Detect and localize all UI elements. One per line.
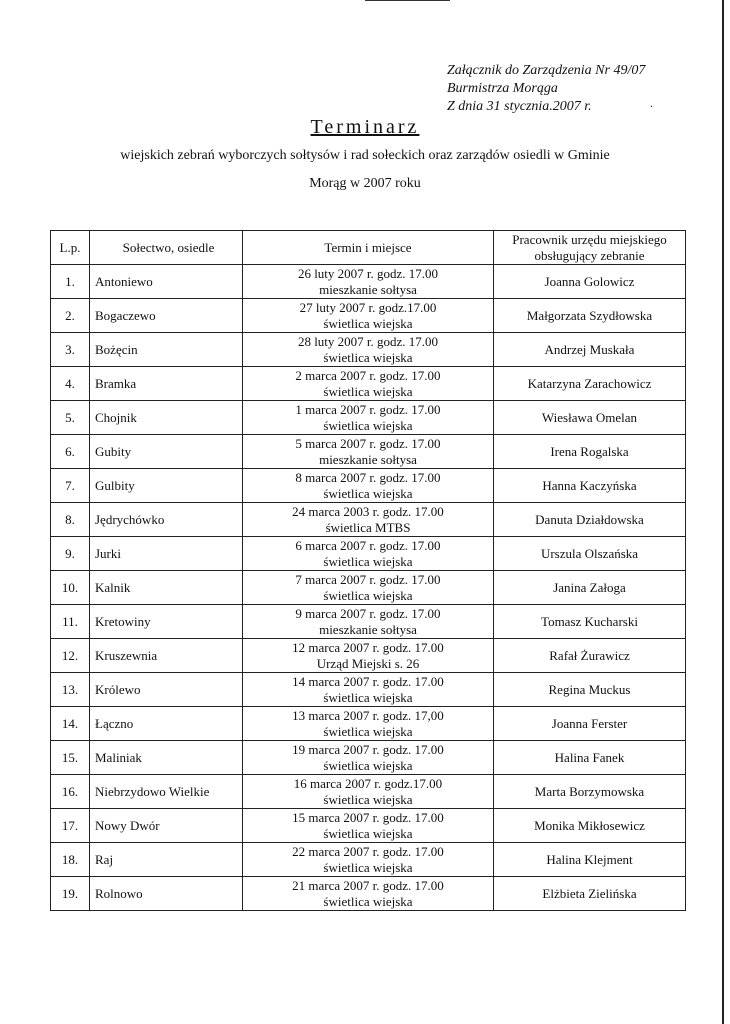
meeting-place: Urząd Miejski s. 26 (316, 656, 420, 671)
top-rule (365, 0, 450, 1)
staff-name: Monika Mikłosewicz (494, 809, 686, 843)
meeting-place: świetlica wiejska (323, 724, 413, 739)
meeting-place: świetlica wiejska (323, 792, 413, 807)
village-name: Maliniak (90, 741, 243, 775)
term-cell (243, 503, 494, 537)
meeting-place: świetlica wiejska (323, 690, 413, 705)
staff-name: Wiesława Omelan (494, 401, 686, 435)
meeting-place: świetlica wiejska (323, 316, 413, 331)
row-number: 3. (51, 333, 90, 367)
meeting-place: mieszkanie sołtysa (319, 282, 417, 297)
row-number: 9. (51, 537, 90, 571)
table-row (51, 401, 686, 435)
staff-name: Joanna Ferster (494, 707, 686, 741)
row-number: 14. (51, 707, 90, 741)
term-cell (243, 435, 494, 469)
row-number: 17. (51, 809, 90, 843)
meeting-date: 24 marca 2003 r. godz. 17.00 (292, 504, 444, 519)
row-number: 11. (51, 605, 90, 639)
meeting-date: 2 marca 2007 r. godz. 17.00 (295, 368, 441, 383)
table-row (51, 537, 686, 571)
meeting-date: 14 marca 2007 r. godz. 17.00 (292, 674, 444, 689)
staff-name: Tomasz Kucharski (494, 605, 686, 639)
row-number: 2. (51, 299, 90, 333)
meeting-place: mieszkanie sołtysa (319, 622, 417, 637)
annex-line-3: Z dnia 31 stycznia.2007 r. (447, 99, 592, 114)
village-name: Jurki (90, 537, 243, 571)
meeting-date: 12 marca 2007 r. godz. 17.00 (292, 640, 444, 655)
village-name: Kruszewnia (90, 639, 243, 673)
header-lp: L.p. (51, 231, 90, 265)
village-name: Bogaczewo (90, 299, 243, 333)
term-cell (243, 333, 494, 367)
term-cell (243, 401, 494, 435)
table-row (51, 367, 686, 401)
page-title: Terminarz (310, 116, 420, 138)
village-name: Łączno (90, 707, 243, 741)
village-name: Kretowiny (90, 605, 243, 639)
row-number: 6. (51, 435, 90, 469)
annex-line-2: Burmistrza Morąga (447, 81, 558, 96)
term-cell (243, 809, 494, 843)
staff-name: Halina Fanek (494, 741, 686, 775)
table-row (51, 571, 686, 605)
table-row (51, 605, 686, 639)
meeting-place: świetlica wiejska (323, 860, 413, 875)
staff-name: Andrzej Muskała (494, 333, 686, 367)
village-name: Chojnik (90, 401, 243, 435)
meeting-date: 16 marca 2007 r. godz.17.00 (293, 776, 443, 791)
table-row (51, 333, 686, 367)
meeting-date: 7 marca 2007 r. godz. 17.00 (295, 572, 441, 587)
meeting-date: 21 marca 2007 r. godz. 17.00 (292, 878, 444, 893)
row-number: 7. (51, 469, 90, 503)
annex-line-1: Załącznik do Zarządzenia Nr 49/07 (447, 63, 646, 78)
term-cell (243, 469, 494, 503)
meeting-date: 9 marca 2007 r. godz. 17.00 (295, 606, 441, 621)
term-cell (243, 877, 494, 911)
village-name: Antoniewo (90, 265, 243, 299)
staff-name: Elżbieta Zielińska (494, 877, 686, 911)
meeting-date: 27 luty 2007 r. godz.17.00 (299, 300, 437, 315)
table-row (51, 673, 686, 707)
term-cell (243, 639, 494, 673)
staff-name: Rafał Żurawicz (494, 639, 686, 673)
village-name: Niebrzydowo Wielkie (90, 775, 243, 809)
term-cell (243, 265, 494, 299)
subtitle-line-2: Morąg w 2007 roku (309, 176, 421, 191)
row-number: 1. (51, 265, 90, 299)
row-number: 19. (51, 877, 90, 911)
term-cell (243, 367, 494, 401)
village-name: Kalnik (90, 571, 243, 605)
staff-name: Marta Borzymowska (494, 775, 686, 809)
row-number: 4. (51, 367, 90, 401)
table-row (51, 435, 686, 469)
stray-mark: . (650, 96, 653, 110)
term-cell (243, 843, 494, 877)
subtitle-line-1: wiejskich zebrań wyborczych sołtysów i rad sołeckich oraz zarządów osiedli w Gminie (120, 148, 610, 163)
table-row (51, 877, 686, 911)
term-cell (243, 537, 494, 571)
meeting-place: świetlica wiejska (323, 588, 413, 603)
row-number: 12. (51, 639, 90, 673)
staff-name: Małgorzata Szydłowska (494, 299, 686, 333)
table-row (51, 775, 686, 809)
table-row (51, 299, 686, 333)
meeting-date: 15 marca 2007 r. godz. 17.00 (292, 810, 444, 825)
staff-name: Irena Rogalska (494, 435, 686, 469)
row-number: 8. (51, 503, 90, 537)
staff-name: Katarzyna Zarachowicz (494, 367, 686, 401)
village-name: Jędrychówko (90, 503, 243, 537)
header-village: Sołectwo, osiedle (90, 231, 243, 265)
annex-note (447, 62, 645, 116)
schedule-table (50, 230, 686, 911)
meeting-date: 26 luty 2007 r. godz. 17.00 (297, 266, 439, 281)
row-number: 10. (51, 571, 90, 605)
table-row (51, 707, 686, 741)
staff-name: Regina Muckus (494, 673, 686, 707)
row-number: 5. (51, 401, 90, 435)
meeting-date: 1 marca 2007 r. godz. 17.00 (295, 402, 441, 417)
meeting-date: 5 marca 2007 r. godz. 17.00 (295, 436, 441, 451)
term-cell (243, 775, 494, 809)
staff-name: Urszula Olszańska (494, 537, 686, 571)
term-cell (243, 571, 494, 605)
table-row (51, 469, 686, 503)
table-row (51, 741, 686, 775)
staff-name: Joanna Golowicz (494, 265, 686, 299)
term-cell (243, 605, 494, 639)
table-row (51, 503, 686, 537)
staff-name: Danuta Działdowska (494, 503, 686, 537)
village-name: Raj (90, 843, 243, 877)
header-staff: Pracownik urzędu miejskiego obsługujący zebranie (494, 231, 686, 265)
term-cell (243, 741, 494, 775)
meeting-place: świetlica wiejska (323, 826, 413, 841)
meeting-place: świetlica wiejska (323, 384, 413, 399)
meeting-date: 22 marca 2007 r. godz. 17.00 (292, 844, 444, 859)
row-number: 15. (51, 741, 90, 775)
table-body (51, 265, 686, 911)
term-cell (243, 299, 494, 333)
meeting-place: świetlica MTBS (325, 520, 411, 535)
meeting-place: świetlica wiejska (323, 486, 413, 501)
village-name: Nowy Dwór (90, 809, 243, 843)
meeting-place: świetlica wiejska (323, 350, 413, 365)
meeting-date: 6 marca 2007 r. godz. 17.00 (295, 538, 441, 553)
table-row (51, 809, 686, 843)
meeting-place: świetlica wiejska (323, 758, 413, 773)
village-name: Bramka (90, 367, 243, 401)
table-row (51, 639, 686, 673)
village-name: Bożęcin (90, 333, 243, 367)
table-header-row (51, 231, 686, 265)
meeting-place: mieszkanie sołtysa (319, 452, 417, 467)
meeting-date: 19 marca 2007 r. godz. 17.00 (292, 742, 444, 757)
staff-name: Janina Załoga (494, 571, 686, 605)
row-number: 13. (51, 673, 90, 707)
meeting-place: świetlica wiejska (323, 554, 413, 569)
village-name: Królewo (90, 673, 243, 707)
meeting-date: 13 marca 2007 r. godz. 17,00 (292, 708, 444, 723)
term-cell (243, 707, 494, 741)
row-number: 16. (51, 775, 90, 809)
term-cell (243, 673, 494, 707)
village-name: Rolnowo (90, 877, 243, 911)
table-row (51, 265, 686, 299)
staff-name: Hanna Kaczyńska (494, 469, 686, 503)
meeting-date: 28 luty 2007 r. godz. 17.00 (297, 334, 439, 349)
meeting-place: świetlica wiejska (323, 894, 413, 909)
header-term: Termin i miejsce (243, 231, 494, 265)
village-name: Gulbity (90, 469, 243, 503)
meeting-place: świetlica wiejska (323, 418, 413, 433)
staff-name: Halina Klejment (494, 843, 686, 877)
table-row (51, 843, 686, 877)
village-name: Gubity (90, 435, 243, 469)
meeting-date: 8 marca 2007 r. godz. 17.00 (295, 470, 441, 485)
row-number: 18. (51, 843, 90, 877)
